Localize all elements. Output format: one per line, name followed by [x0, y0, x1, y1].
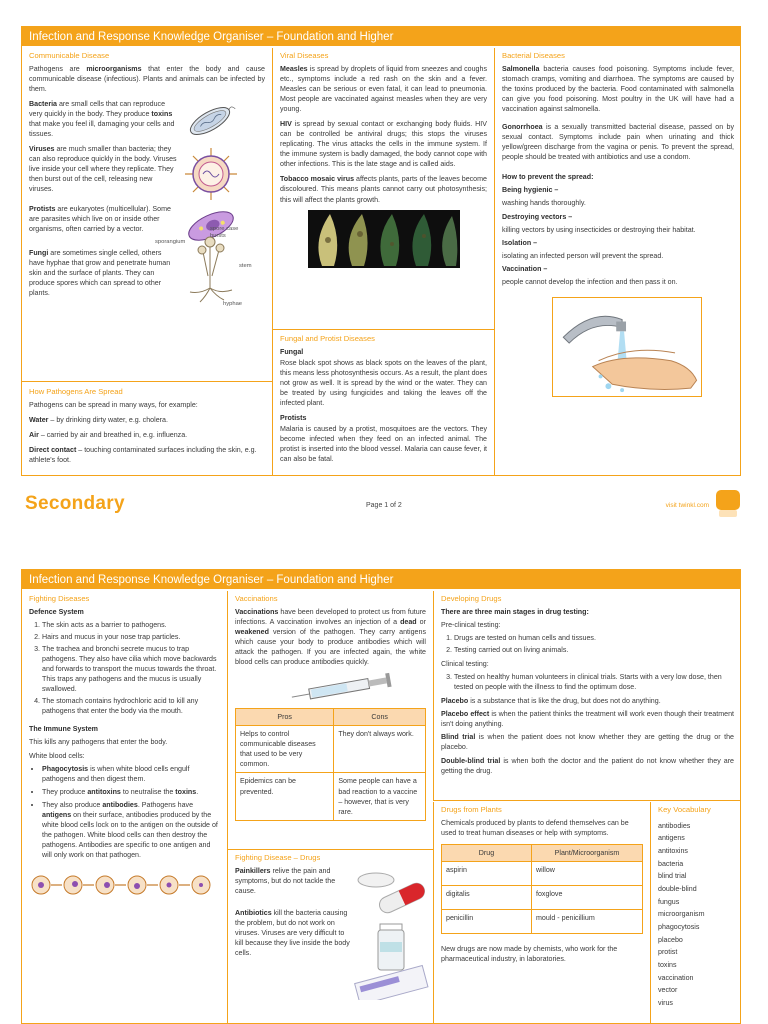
virus-block	[29, 144, 265, 204]
table-cell: foxglove	[532, 885, 643, 909]
protists-subheading: Protists	[280, 414, 307, 423]
list-item: 2. Testing carried out on living animals.	[454, 645, 734, 655]
vocab-item: virus	[658, 998, 673, 1007]
testing-intro: There are three main stages in drug testing:	[441, 607, 589, 616]
table-row	[236, 773, 426, 820]
defence-list	[29, 620, 220, 717]
tobacco-leaves-photo	[308, 210, 460, 268]
fungi-text: Fungi are sometimes single celled, others have hyphae that grow and penetrate human skin and the surface of plants. They can produce spores which can spread to other plants.	[29, 249, 171, 298]
hand-washing-illustration	[552, 297, 702, 397]
phagocytosis-diagram	[29, 873, 219, 897]
list-item: 3. The trachea and bronchi secrete mucus to trap pathogens. They also have cilia which move backwards and forwards to transport the mucus towards the throat. This traps any pathogens and the mucus is usually swallowed.	[42, 644, 220, 694]
page-title: Infection and Response Knowledge Organiser – Foundation and Higher	[22, 27, 740, 46]
vocab-item: microorganism	[658, 910, 705, 919]
list-item: • Phagocytosis is when white blood cells engulf pathogens and then digest them.	[42, 764, 220, 784]
communicable-disease-section	[22, 48, 272, 402]
placebo-text: Placebo is a substance that is like the drug, but does not do anything.	[441, 697, 661, 706]
list-item: 1. Drugs are tested on human cells and tissues.	[454, 633, 734, 643]
section-heading: Fighting Disease – Drugs	[235, 853, 321, 862]
vocab-item: antibodies	[658, 821, 691, 830]
table-row	[442, 909, 643, 933]
preclinical-label: Pre-clinical testing:	[441, 620, 501, 629]
protists-text: Protists are eukaryotes (multicellular). Some are parasites which live on or inside other organisms, often carried by a vector.	[29, 205, 171, 234]
wbc-label: White blood cells:	[29, 751, 85, 760]
immune-heading: The Immune System	[29, 725, 98, 734]
vocab-item: blind trial	[658, 872, 687, 881]
vocab-item: antitoxins	[658, 847, 688, 856]
fungi-block	[29, 226, 265, 308]
spread-contact: Direct contact – touching contaminated surfaces including the skin, e.g. athlete's foot.	[29, 445, 257, 465]
plants-outro: New drugs are now made by chemists, who work for the pharmaceutical industry, in laboratories.	[441, 944, 618, 964]
vaccination-pros-cons-table	[235, 708, 426, 821]
placebo-effect-text: Placebo effect is when the patient thinks the treatment will work even though their treatment isn't doing anything.	[441, 710, 734, 729]
fungus-illustration	[181, 236, 239, 306]
isolation-text: isolating an infected person will prevent the spread.	[502, 251, 664, 260]
section-heading: Fighting Diseases	[29, 594, 90, 603]
vocabulary-list	[658, 821, 734, 1008]
twinkl-logo	[715, 488, 741, 518]
section-heading: Drugs from Plants	[441, 805, 502, 814]
table-cell: aspirin	[442, 861, 532, 885]
bacterial-diseases-section	[494, 48, 741, 475]
immune-intro: This kills any pathogens that enter the body.	[29, 738, 168, 747]
table-cell: digitalis	[442, 885, 532, 909]
section-heading: Developing Drugs	[441, 594, 502, 603]
list-item: • They produce antitoxins to neutralise the toxins.	[42, 787, 220, 797]
plant-drugs-table	[441, 844, 643, 934]
isolation-label: Isolation –	[502, 238, 538, 247]
section-heading: Key Vocabulary	[658, 805, 711, 814]
hiv-text: HIV is spread by sexual contact or exchanging body fluids. HIV can be controlled be antiviral drugs; this stops the viruses replicating. The virus attacks the cells in the immune system. If the immune system is badly damaged, the body cannot cope with other infections. This is the late stage and is called aids.	[280, 120, 487, 169]
prevent-heading: How to prevent the spread:	[502, 173, 594, 182]
plant-header: Plant/Microorganism	[532, 844, 643, 861]
table-cell: Some people can have a bad reaction to a vaccine – however, that is very rare.	[334, 773, 426, 820]
knowledge-organiser-page-2	[21, 569, 741, 1024]
tmv-text: Tobacco mosaic virus affects plants, parts of the leaves become discoloured. This means plants cannot carry out photosynthesis; this will affect the plants growth.	[280, 175, 487, 204]
vocab-item: bacteria	[658, 859, 684, 868]
wbc-list	[29, 764, 220, 861]
painkillers-text: Painkillers relive the pain and symptoms, but do not tackle the cause.	[235, 866, 336, 895]
defence-heading: Defence System	[29, 607, 84, 616]
bacteria-text: Bacteria are small cells that can reproduce very quickly in the body. They produce toxins that make you feel ill, damaging your cells and tissues.	[29, 99, 175, 139]
vocab-item: fungus	[658, 897, 680, 906]
vocab-item: protist	[658, 948, 678, 957]
pathogen-intro: Pathogens are microorganisms that enter the body and cause communicable disease (infectious). Plants and animals can be infected by them.	[29, 64, 265, 93]
pros-header: Pros	[236, 709, 334, 726]
table-row	[442, 861, 643, 885]
syringe-illustration	[289, 672, 409, 702]
list-item: 3. Tested on healthy human volunteers in clinical trials. Starts with a very low dose, then tested on people with the illness to find the optimum dose.	[454, 672, 734, 692]
vaccination-text: Vaccinations have been developed to protect us from future infections. A vaccination involves an injection of a dead or weakened version of the pathogen. They carry antigens which cause your body to produce antibodies which will attack the pathogen. If you are infected again, the white blood cells can produce antibodies quickly.	[235, 607, 426, 667]
cons-header: Cons	[334, 709, 426, 726]
fungal-protist-section	[272, 331, 494, 475]
section-heading: Vaccinations	[235, 594, 278, 603]
fungal-subheading: Fungal	[280, 347, 304, 356]
rose-black-spot-text: Rose black spot shows as black spots on the leaves of the plant, this means less photosynthesis occurs. As a result, the plant does not grow as well. It is spread by the wind or the water. They can be treated by using fungicides and taking the leaves off the infected plant.	[280, 358, 487, 408]
pathogen-spread-section	[22, 384, 272, 475]
vocab-item: placebo	[658, 935, 683, 944]
bacteria-block	[29, 99, 265, 144]
spore-case-label: spore case bursts	[210, 226, 239, 239]
prevention-list	[502, 185, 734, 287]
list-item: • They also produce antibodies. Pathogens have antigens on their surface, antibodies produced by the white blood cells lock on to the antigen on the outside of the pathogen. White blood cells can then destroy the pathogens. Antibodies are specific to one antigen and will only work on that pathogen.	[42, 800, 220, 860]
section-heading: Bacterial Diseases	[502, 51, 565, 60]
secondary-logo: Secondary	[25, 493, 125, 514]
hygienic-label: Being hygienic –	[502, 186, 559, 195]
table-row	[236, 726, 426, 773]
table-cell: penicillin	[442, 909, 532, 933]
clinical-label: Clinical testing:	[441, 660, 489, 669]
measles-text: Measles is spread by droplets of liquid from sneezes and coughs etc., symptoms include a red rash on the skin and a fever. Measles can be serious or even fatal, it can lead to pneumonia. Most people are vaccinated against measles when they are very young.	[280, 64, 487, 114]
vectors-text: killing vectors by using insecticides or destroying their habitat.	[502, 225, 696, 234]
section-heading: Communicable Disease	[29, 51, 110, 60]
virus-illustration	[181, 144, 241, 204]
list-item: 4. The stomach contains hydrochloric acid to kill any pathogens that enter the body via the mouth.	[42, 696, 220, 716]
section-heading: Viral Diseases	[280, 51, 329, 60]
page-title: Infection and Response Knowledge Organiser – Foundation and Higher	[22, 570, 740, 589]
table-cell: They don't always work.	[334, 726, 426, 773]
spread-water: Water – by drinking dirty water, e.g. cholera.	[29, 415, 168, 424]
clinical-list	[441, 672, 734, 692]
antibiotics-illustration	[352, 920, 432, 1000]
double-blind-text: Double-blind trial is when both the doctor and the patient do not know whether they are getting the drug.	[441, 756, 735, 775]
sporangium-label: sporangium	[155, 239, 186, 246]
drug-header: Drug	[442, 844, 532, 861]
table-cell: mould - penicillium	[532, 909, 643, 933]
vaccinations-section	[227, 591, 433, 849]
pills-illustration	[354, 858, 430, 918]
hyphae-label: hyphae	[223, 301, 243, 308]
vaccination-label: Vaccination –	[502, 264, 548, 273]
vocab-item: toxins	[658, 961, 677, 969]
viral-diseases-section	[272, 48, 494, 350]
preclinical-list	[441, 633, 734, 655]
table-cell: Epidemics can be prevented.	[236, 773, 334, 820]
table-cell: Helps to control communicable diseases that used to be very common.	[236, 726, 334, 773]
fighting-diseases-section	[22, 591, 227, 1023]
malaria-text: Malaria is caused by a protist, mosquitoes are the vectors. They become infected when they feed on an infected animal. The protist is inserted into the blood vessel. Malaria can cause fever, it can also be fatal.	[280, 425, 487, 464]
bacterium-illustration	[181, 99, 239, 143]
vocab-item: vaccination	[658, 973, 694, 982]
spread-intro: Pathogens can be spread in many ways, for example:	[29, 400, 198, 409]
knowledge-organiser-page-1	[21, 26, 741, 476]
drugs-from-plants-section	[433, 802, 650, 1023]
section-heading: Fungal and Protist Diseases	[280, 334, 375, 343]
page-footer	[21, 488, 741, 528]
salmonella-text: Salmonella bacteria causes food poisoning. Symptoms include fever, stomach cramps, vomiting and diarrhoea. The symptoms are caused by the toxins produced by the bacteria. Food contaminated with salmonella can give you food poisoning. Most poultry in the UK will have had a vaccination against salmonella.	[502, 64, 734, 114]
gonorrhoea-text: Gonorrhoea is a sexually transmitted bacterial disease, passed on by sexual contact. Symptoms include pain when urinating and thick yellow/green discharge from the vagina or penis. To prevent the spread, people should be treated with antibiotics and use a condom.	[502, 123, 734, 162]
key-vocabulary-section	[650, 802, 741, 1023]
developing-drugs-section	[433, 591, 741, 801]
viruses-text: Viruses are much smaller than bacteria; they can also reproduce quickly in the body. Viruses live inside your cell where they replicate. They then burst out of the cell, releasing new viruses.	[29, 145, 177, 194]
vectors-label: Destroying vectors –	[502, 212, 573, 221]
vocab-item: double-blind	[658, 885, 697, 894]
list-item: 1. The skin acts as a barrier to pathogens.	[42, 620, 220, 630]
hygienic-text: washing hands thoroughly.	[502, 199, 586, 208]
vaccination-text: people cannot develop the infection and then pass it on.	[502, 277, 678, 286]
section-heading: How Pathogens Are Spread	[29, 387, 123, 396]
table-cell: willow	[532, 861, 643, 885]
visit-link[interactable]: visit twinkl.com	[665, 502, 709, 509]
vocab-item: phagocytosis	[658, 923, 700, 932]
drugs-section	[227, 850, 433, 1023]
spread-air: Air – carried by air and breathed in, e.g. influenza.	[29, 430, 188, 439]
vocab-item: antigens	[658, 834, 685, 843]
blind-trial-text: Blind trial is when the patient does not know whether they are getting the drug or the placebo.	[441, 733, 734, 752]
list-item: 2. Hairs and mucus in your nose trap particles.	[42, 632, 220, 642]
table-row	[442, 885, 643, 909]
stem-label: stem	[239, 263, 252, 270]
antibiotics-text: Antibiotics kill the bacteria causing the problem, but do not work on viruses. Viruses are very difficult to kill because they live inside the body cells.	[235, 908, 350, 958]
page-number: Page 1 of 2	[366, 502, 402, 509]
vocab-item: vector	[658, 986, 678, 995]
plants-intro: Chemicals produced by plants to defend themselves can be used to treat human diseases or help with symptoms.	[441, 818, 629, 837]
